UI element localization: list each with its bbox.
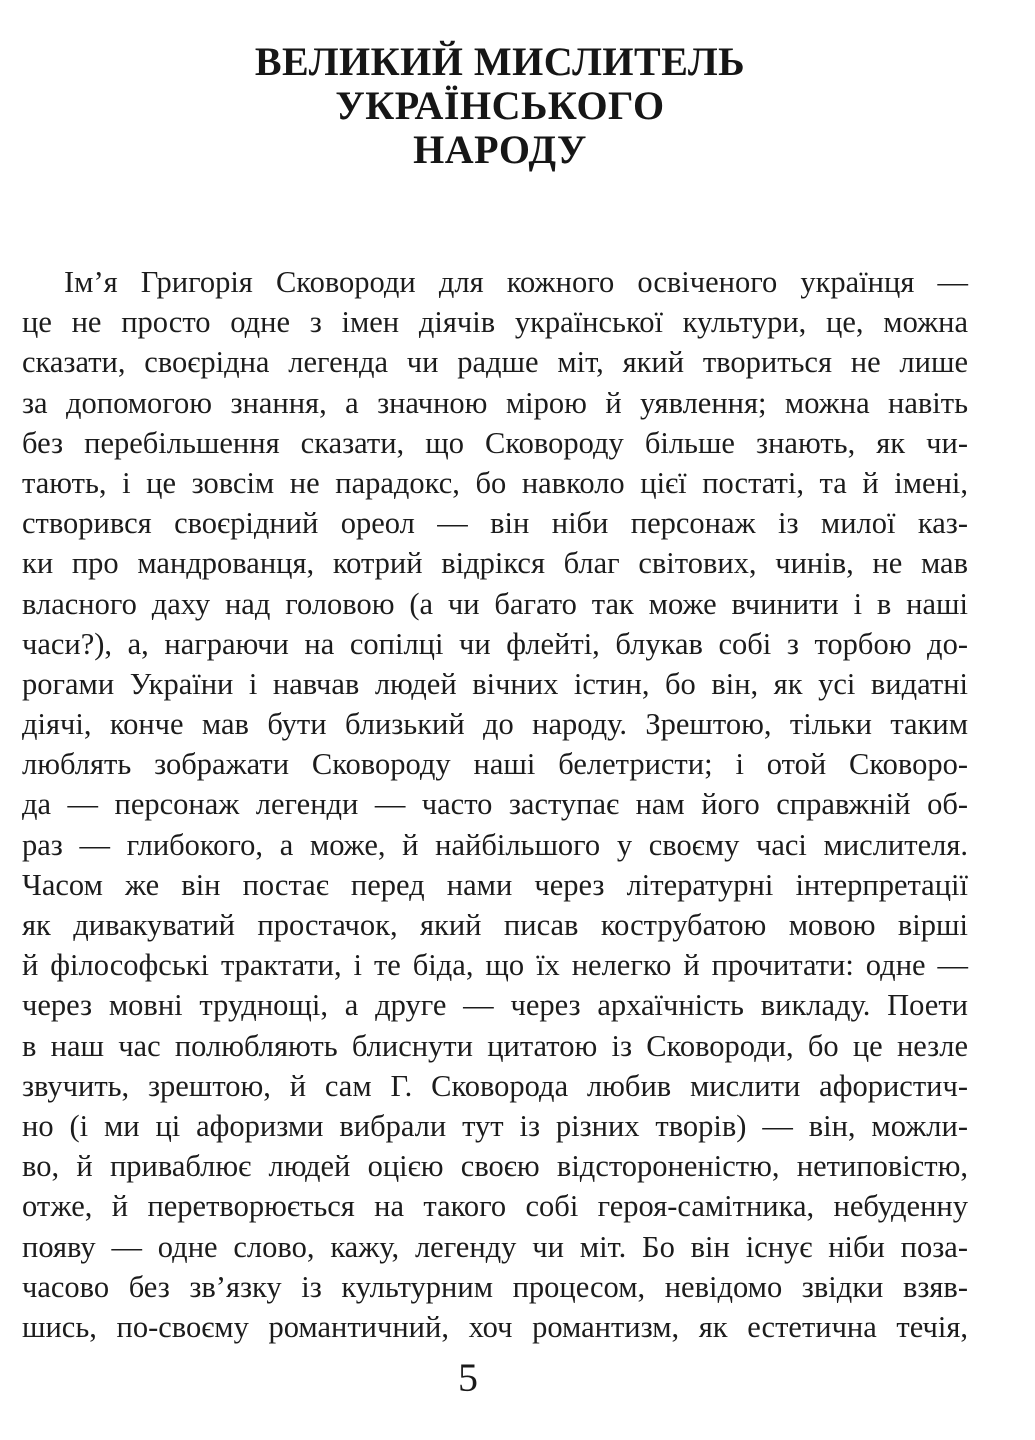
text-line: часи?), а, награючи на сопілці чи флейті, блукав собі з торбою до- [22,626,968,661]
text-line: без перебільшення сказати, що Сковороду більше знають, як чи- [22,425,968,460]
text-line: через мовні труднощі, а друге — через архаїчність викладу. Поети [22,988,968,1023]
page-number: 5 [458,1355,478,1400]
text-line: во, й приваблює людей оцією своєю відстороненістю, нетиповістю, [22,1149,968,1184]
text-line: створився своєрідний ореол — він ніби персонаж із милої каз- [22,506,968,541]
text-line: да — персонаж легенди — часто заступає нам його справжній об- [22,787,968,822]
text-line: появу — одне слово, кажу, легенду чи міт. Бо він існує ніби поза- [22,1229,968,1264]
text-line: власного даху над головою (а чи багато так може вчинити і в наші [22,586,968,621]
text-line: в наш час полюбляють блиснути цитатою із Сковороди, бо це незле [22,1028,968,1063]
text-line: діячі, конче мав бути близький до народу. Зрештою, тільки таким [22,707,968,742]
chapter-title-line-1: ВЕЛИКИЙ МИСЛИТЕЛЬ [254,39,746,84]
chapter-title-line-2: УКРАЇНСЬКОГО [335,83,665,128]
text-line: шись, по-своєму романтичний, хоч романтизм, як естетична течія, [22,1309,968,1344]
text-line: за допомогою знання, а значною мірою й уявлення; можна навіть [22,385,968,420]
chapter-title [0,40,1000,172]
text-line: часово без зв’язку із культурним процесом, невідомо звідки взяв- [22,1269,968,1304]
text-line: це не просто одне з імен діячів української культури, це, можна [22,305,968,340]
text-line: отже, й перетворюється на такого собі героя-самітника, небуденну [22,1189,968,1224]
text-line: Ім’я Григорія Сковороди для кожного освіченого українця — [64,265,968,299]
text-line: но (і ми ці афоризми вибрали тут із різних творів) — він, можли- [22,1108,968,1143]
chapter-title-line-3: НАРОДУ [413,127,587,172]
text-line: сказати, своєрідна легенда чи радше міт, який твориться не лише [22,345,968,380]
text-line: рогами України і навчав людей вічних істин, бо він, як усі видатні [22,666,968,701]
text-line: Часом же він постає перед нами через літературні інтерпретації [22,867,968,902]
text-line: тають, і це зовсім не парадокс, бо навколо цієї постаті, та й імені, [22,465,968,500]
text-line: як дивакуватий простачок, який писав кострубатою мовою вірші [22,908,968,942]
text-line: звучить, зрештою, й сам Г. Сковорода любив мислити афористич- [22,1068,968,1103]
text-line: ки про мандрованця, котрий відрікся благ світових, чинів, не мав [22,546,968,581]
text-line: раз — глибокого, а може, й найбільшого у своєму часі мислителя. [22,827,968,862]
text-line: й філософські трактати, і те біда, що їх нелегко й прочитати: одне — [22,948,968,983]
body-paragraph [22,262,968,1347]
text-line: люблять зображати Сковороду наші белетристи; і отой Сковоро- [22,747,968,782]
